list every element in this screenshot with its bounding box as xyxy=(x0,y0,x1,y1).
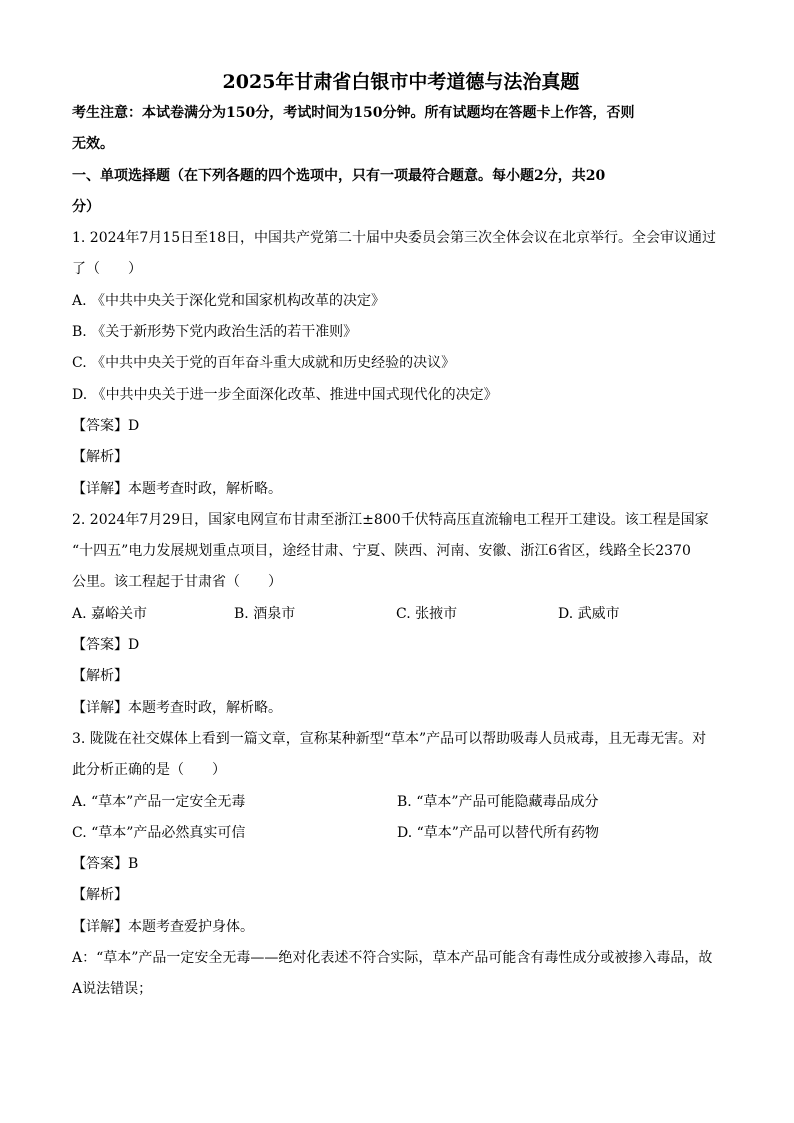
q2-stem-line-3: 公里。该工程起于甘肃省（ ） xyxy=(72,574,282,591)
q2-option-c: C. 张掖市 xyxy=(396,605,458,622)
q1-option-a: A. 《中共中央关于深化党和国家机构改革的决定》 xyxy=(72,292,386,309)
document-page xyxy=(72,66,722,1006)
notice-line-2: 无效。 xyxy=(72,136,114,153)
q3-option-b: B. “草本”产品可能隐藏毒品成分 xyxy=(397,793,599,810)
q3-answer: 【答案】B xyxy=(72,856,139,873)
q2-option-a: A. 嘉峪关市 xyxy=(72,605,148,622)
q2-detail: 【详解】本题考查时政，解析略。 xyxy=(72,699,282,716)
q3-stem-line-1: 3. 陇陇在社交媒体上看到一篇文章，宣称某种新型“草本”产品可以帮助吸毒人员戒毒，且无毒无害。对 xyxy=(72,730,707,747)
q3-option-a: A. “草本”产品一定安全无毒 xyxy=(72,793,246,810)
page-title: 2025年甘肃省白银市中考道德与法治真题 xyxy=(222,71,580,93)
q1-option-b: B. 《关于新形势下党内政治生活的若干准则》 xyxy=(72,324,358,341)
q3-option-d: D. “草本”产品可以替代所有药物 xyxy=(397,824,599,841)
q3-stem-line-2: 此分析正确的是（ ） xyxy=(72,762,226,779)
q1-answer: 【答案】D xyxy=(72,417,140,434)
q1-stem-line-2: 了（ ） xyxy=(72,261,142,278)
q1-stem-line-1: 1. 2024年7月15日至18日，中国共产党第二十届中央委员会第三次全体会议在北京举行。全会审议通过 xyxy=(72,230,716,247)
q3-analysis: 【解析】 xyxy=(72,887,128,904)
q2-stem-line-2: “十四五”电力发展规划重点项目，途经甘肃、宁夏、陕西、河南、安徽、浙江6省区，线路全长2370 xyxy=(72,543,691,560)
q1-option-c: C. 《中共中央关于党的百年奋斗重大成就和历史经验的决议》 xyxy=(72,355,456,372)
q2-analysis: 【解析】 xyxy=(72,668,128,685)
q2-stem-line-1: 2. 2024年7月29日，国家电网宣布甘肃至浙江±800千伏特高压直流输电工程开工建设。该工程是国家 xyxy=(72,511,709,528)
q1-analysis: 【解析】 xyxy=(72,449,128,466)
q2-answer: 【答案】D xyxy=(72,637,140,654)
q3-explain-line-1: A：“草本”产品一定安全无毒——绝对化表述不符合实际，草本产品可能含有毒性成分或被掺入毒品，故 xyxy=(72,950,713,967)
q3-explain-line-2: A说法错误； xyxy=(72,981,153,998)
q2-option-d: D. 武威市 xyxy=(558,605,620,622)
section-heading-line-1: 一、单项选择题（在下列各题的四个选项中，只有一项最符合题意。每小题2分，共20 xyxy=(72,167,606,184)
q3-options-row-1 xyxy=(72,787,722,818)
q3-option-c: C. “草本”产品必然真实可信 xyxy=(72,824,246,841)
q3-options-row-2 xyxy=(72,818,722,849)
section-heading-line-2: 分） xyxy=(72,198,100,215)
notice-line-1: 考生注意：本试卷满分为150分，考试时间为150分钟。所有试题均在答题卡上作答，否则 xyxy=(72,105,635,121)
q2-option-b: B. 酒泉市 xyxy=(234,605,296,622)
q1-detail: 【详解】本题考查时政，解析略。 xyxy=(72,480,282,497)
q1-option-d: D. 《中共中央关于进一步全面深化改革、推进中国式现代化的决定》 xyxy=(72,386,498,403)
q3-detail: 【详解】本题考查爱护身体。 xyxy=(72,918,254,935)
q2-options-row xyxy=(72,599,722,630)
